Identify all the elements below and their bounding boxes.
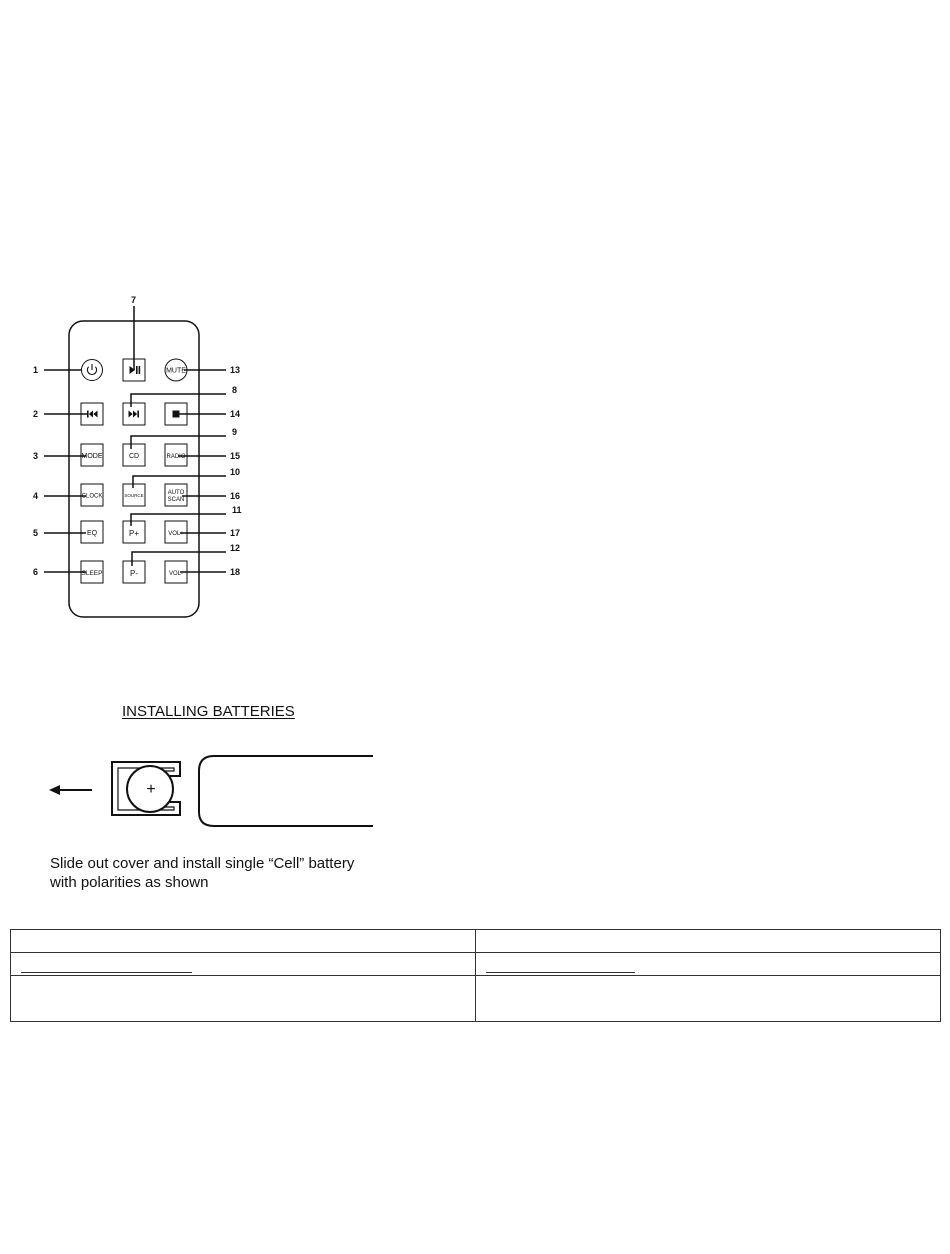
callout-5: 5 (33, 528, 39, 538)
callout-12: 12 (230, 543, 241, 553)
table-row (11, 976, 941, 1022)
vol-plus-button[interactable] (165, 521, 187, 543)
clock-button[interactable] (81, 484, 103, 506)
sleep-label: SLEEP (81, 570, 103, 577)
mode-label: MODE (81, 453, 103, 460)
callout-15: 15 (230, 451, 241, 461)
callout-11: 11 (232, 505, 242, 515)
callout-16: 16 (230, 491, 241, 501)
callout-17: 17 (230, 528, 241, 538)
power-button[interactable] (82, 360, 103, 381)
bottom-table (10, 929, 941, 1022)
skip-forward-button[interactable] (123, 403, 145, 425)
callout-1: 1 (33, 365, 39, 375)
table-cell (476, 930, 941, 953)
table-row (11, 953, 941, 976)
underline-rule (486, 972, 635, 973)
eq-label: EQ (86, 530, 98, 537)
table-row (11, 930, 941, 953)
table-cell (476, 953, 941, 976)
installing-batteries-heading: INSTALLING BATTERIES (122, 703, 295, 720)
mute-label: MUTE (166, 367, 186, 375)
instruction-line-2: with polarities as shown (50, 874, 209, 891)
callout-9: 9 (232, 427, 238, 437)
instruction-line-1: Slide out cover and install single “Cell” battery (50, 855, 355, 872)
p-minus-label: P- (130, 569, 138, 578)
polarity-plus: + (146, 781, 156, 798)
vol-minus-label: VOL- (168, 571, 184, 577)
callout-7: 7 (131, 295, 137, 305)
mode-button[interactable] (81, 444, 103, 466)
table-cell (11, 953, 476, 976)
callout-8: 8 (232, 385, 238, 395)
auto-scan-button[interactable] (165, 484, 187, 506)
callout-4: 4 (33, 491, 39, 501)
p-plus-label: P+ (128, 529, 140, 538)
vol-plus-label: VOL+ (168, 531, 184, 537)
clock-label: CLOCK (81, 493, 103, 500)
callout-3: 3 (33, 451, 39, 461)
table-cell (476, 976, 941, 1022)
arrow-left-icon (49, 785, 92, 795)
mute-button[interactable] (165, 359, 187, 381)
underline-rule (21, 972, 192, 973)
auto-scan-label-top: AUTO (167, 490, 185, 496)
callout-10: 10 (230, 467, 241, 477)
remote-back-outline (199, 756, 373, 826)
eq-button[interactable] (81, 521, 103, 543)
p-minus-button[interactable] (123, 561, 145, 583)
table-cell (11, 976, 476, 1022)
cd-label: CD (128, 453, 140, 460)
source-button[interactable] (123, 484, 145, 506)
radio-label: RADIO (166, 454, 186, 460)
callout-2: 2 (33, 409, 39, 419)
table-cell (11, 930, 476, 953)
coin-cell-battery (127, 766, 173, 812)
battery-instructions (50, 854, 354, 892)
callout-13: 13 (230, 365, 241, 375)
radio-button[interactable] (165, 444, 187, 466)
auto-scan-label-bottom: SCAN (167, 497, 185, 503)
callout-14: 14 (230, 409, 241, 419)
callout-6: 6 (33, 567, 39, 577)
cd-button[interactable] (123, 444, 145, 466)
callout-18: 18 (230, 567, 241, 577)
p-plus-button[interactable] (123, 521, 145, 543)
source-label: SOURCE (124, 493, 144, 498)
